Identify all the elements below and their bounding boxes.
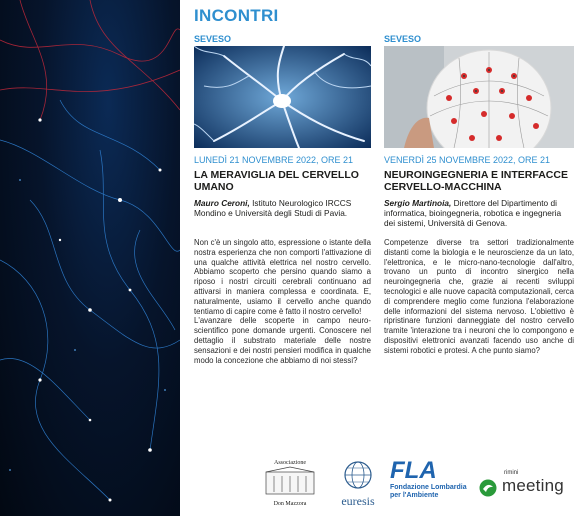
event-title: LA MERAVIGLIA DEL CERVELLO UMANO	[194, 169, 359, 193]
event-description	[384, 238, 574, 356]
eeg-cap-illustration	[384, 46, 574, 148]
description-paragraph: L'avanzare delle scoperte in campo neuro-scientifico pone domande urgenti. Conoscere nel dettaglio il substrato materiale delle nostre sensazioni e dei nostri pensieri modifica in qualche modo la concezione che abbiamo di noi stessi?	[194, 316, 371, 365]
associazione-label: Associazione	[274, 460, 306, 466]
euresis-logo	[330, 460, 386, 510]
neuron-network-illustration	[0, 0, 180, 516]
event-description	[194, 238, 371, 365]
meeting-wordmark: meeting	[502, 476, 564, 495]
associazione-logo	[262, 460, 318, 510]
euresis-wordmark: euresis	[341, 494, 375, 508]
event-date: VENERDÌ 25 NOVEMBRE 2022, ORE 21	[384, 155, 551, 165]
description-paragraph: Competenze diverse tra settori tradizionalmente distanti come la biologia e le neuroscienze da un lato, l'elettronica, e le micro-nano-tecnologie dall'altro, trovano un punto di incontro sinergico nella neuroingegneria che, grazie ai recenti sviluppi tecnologici e alle nuove capacità computazionali, cerca di comprendere meglio come funziona l'elaborazione delle informazioni del sistema nervoso. L'obiettivo è ripristinare funzioni danneggiate del nostro cervello tramite 'interazione tra i neuroni che lo compongono e dispositivi elettronici avanzati facendo uso anche di sistemi robotici e protesi. A che punto siamo?	[384, 238, 574, 355]
meeting-logo	[478, 470, 580, 506]
speaker-name: Sergio Martinoia,	[384, 198, 452, 208]
event-speaker	[384, 198, 574, 231]
globe-icon	[330, 460, 386, 490]
meeting-rimini: rimini	[504, 470, 519, 476]
neuron-illustration	[194, 46, 371, 148]
associazione-name: Don Mazzora	[273, 501, 307, 507]
page-title: INCONTRI	[194, 6, 279, 25]
neuron-network-image	[0, 0, 180, 516]
event-speaker	[194, 198, 371, 231]
fla-wordmark: FLA	[390, 457, 437, 484]
description-paragraph: Non c'è un singolo atto, espressione o istante della nostra esperienza che non comporti l'attivazione di una qualche attività elettrica nel nostro cervello. Abbiamo scoperto che persino quando siamo a riposo i nostri circuiti cerebrali continuano ad attivarsi in maniera complessa e coordinata. E, naturalmente, usiamo il cervello anche quando tentiamo di capire come è fatto il nostro cervello!	[194, 238, 371, 316]
fla-logo	[390, 458, 476, 512]
sponsor-logos	[262, 458, 580, 512]
event-title: NEUROINGEGNERIA E INTERFACCE CERVELLO-MACCHINA	[384, 169, 568, 193]
speaker-affiliation: Istituto Neurologico IRCCS Mondino e Università degli Studi di Pavia.	[194, 198, 352, 218]
event-location: SEVESO	[194, 34, 232, 44]
fla-name-line2: per l'Ambiente	[390, 492, 439, 499]
event-date: LUNEDÌ 21 NOVEMBRE 2022, ORE 21	[194, 155, 354, 165]
fla-name-line1: Fondazione Lombardia	[390, 484, 467, 491]
building-icon	[262, 466, 318, 496]
speaker-name: Mauro Ceroni,	[194, 198, 250, 208]
neuron-photo	[194, 46, 371, 148]
event-location: SEVESO	[384, 34, 422, 44]
meeting-swirl-icon	[478, 478, 498, 498]
event-column-2	[384, 34, 574, 356]
event-column-1	[194, 34, 371, 365]
eeg-cap-photo	[384, 46, 574, 148]
speaker-affiliation: Direttore del Dipartimento di informatica, bioingegneria, robotica e ingegneria dei sistemi, Università di Genova.	[384, 198, 562, 228]
